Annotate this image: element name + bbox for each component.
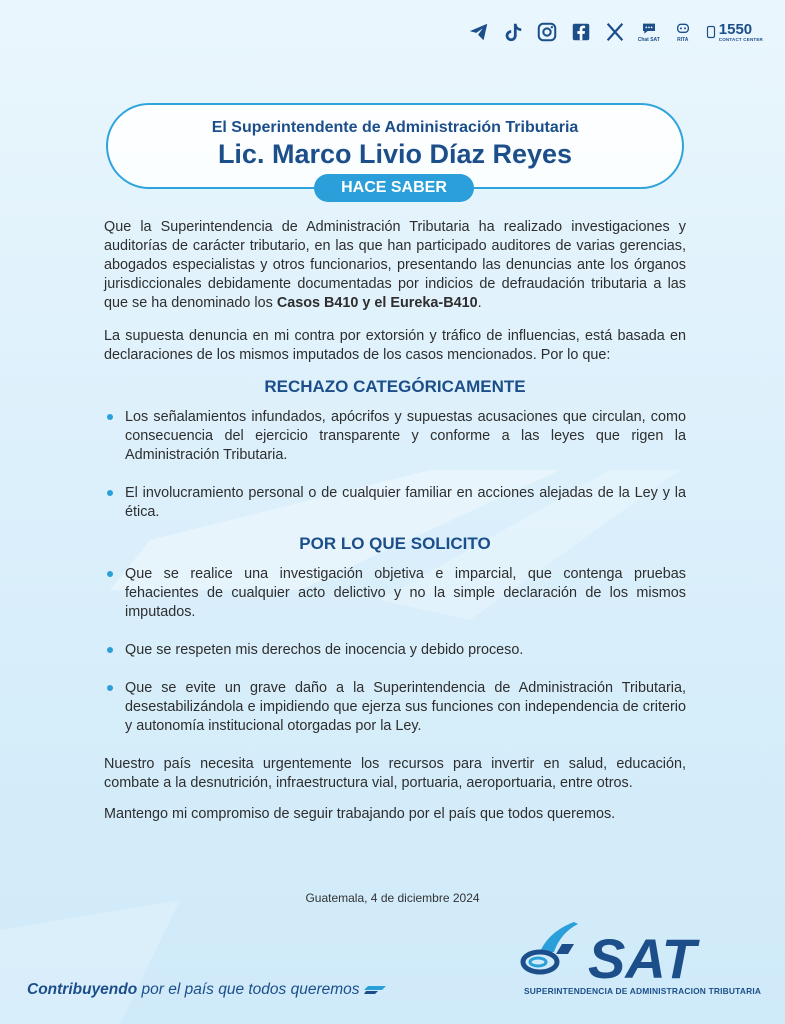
sat-tagline: SUPERINTENDENCIA DE ADMINISTRACION TRIBUTARIA	[524, 986, 762, 996]
slogan-rest: por el país que todos queremos	[137, 981, 360, 998]
chat-label: Chat SAT	[637, 37, 660, 43]
paragraph-2: La supuesta denuncia en mi contra por extorsión y tráfico de influencias, está basada en declaraciones de los mismos imputados de los casos mencionados. Por lo que:	[104, 328, 686, 363]
paragraph-3: Nuestro país necesita urgentemente los recursos para invertir en salud, educación, combate a la desnutrición, infraestructura vial, portuaria, aeroportuaria, entre otros.	[104, 756, 686, 791]
chat-icon[interactable]	[637, 20, 661, 44]
solicito-list	[104, 565, 686, 736]
list-item: Los señalamientos infundados, apócrifos y supuestas acusaciones que circulan, como consecuencia del ejercicio transparente y conforme a las leyes que rigen la Administración Tributaria.	[104, 408, 686, 465]
rechazo-list	[104, 408, 686, 522]
footer-slogan	[27, 981, 388, 999]
phone-label: CONTACT CENTER	[718, 36, 763, 42]
heading-rechazo: RECHAZO CATEGÓRICAMENTE	[264, 377, 526, 396]
x-icon[interactable]	[603, 20, 627, 44]
phone-icon	[705, 22, 717, 42]
sat-logo-text: SAT	[588, 927, 696, 984]
paragraph-4: Mantengo mi compromiso de seguir trabajando por el país que todos queremos.	[104, 806, 616, 822]
social-bar	[467, 20, 763, 44]
list-item: Que se realice una investigación objetiva e imparcial, que contenga pruebas fehacientes de cualquier acto delictivo y no la simple declaración de los mismos imputados.	[104, 565, 686, 622]
slogan-bold: Contribuyendo	[27, 981, 138, 998]
cases-bold: Casos B410 y el Eureka-B410	[276, 295, 478, 311]
facebook-icon[interactable]	[569, 20, 593, 44]
document-body	[104, 218, 686, 824]
hace-saber-badge: HACE SABER	[314, 174, 474, 202]
rita-icon[interactable]	[671, 20, 695, 44]
telegram-icon[interactable]	[467, 20, 491, 44]
phone-contact[interactable]	[705, 22, 763, 42]
list-item: Que se respeten mis derechos de inocencia y debido proceso.	[104, 641, 686, 660]
list-item: El involucramiento personal o de cualquier familiar en acciones alejadas de la Ley y la ética.	[104, 484, 686, 522]
header-name: Lic. Marco Livio Díaz Reyes	[217, 139, 573, 169]
rita-label: RITA	[677, 37, 689, 43]
instagram-icon[interactable]	[535, 20, 559, 44]
paragraph-1: Que la Superintendencia de Administración Tributaria ha realizado investigaciones y auditorías de carácter tributario, en las que han participado auditores de varias gerencias, abogados especialistas y otros funcionarios, presentando las denuncias ante los órganos jurisdiccionales debidamente documentadas por indicios de defraudación tributaria a las que se ha denominado los Casos B410 y el Eureka-B410.	[104, 219, 686, 311]
header-subtitle: El Superintendente de Administración Tributaria	[211, 119, 579, 136]
document-date: Guatemala, 4 de diciembre 2024	[305, 891, 480, 905]
heading-solicito: POR LO QUE SOLICITO	[299, 534, 491, 553]
sat-logo-icon	[518, 918, 763, 984]
slogan-dash-icon	[364, 985, 388, 995]
sat-logo	[518, 918, 763, 1000]
phone-number: 1550	[718, 20, 753, 38]
tiktok-icon[interactable]	[501, 20, 525, 44]
list-item: Que se evite un grave daño a la Superintendencia de Administración Tributaria, desestabilizándola e impidiendo que ejerza sus funciones con independencia de criterio y autonomía institucional otorgadas por la Ley.	[104, 679, 686, 736]
